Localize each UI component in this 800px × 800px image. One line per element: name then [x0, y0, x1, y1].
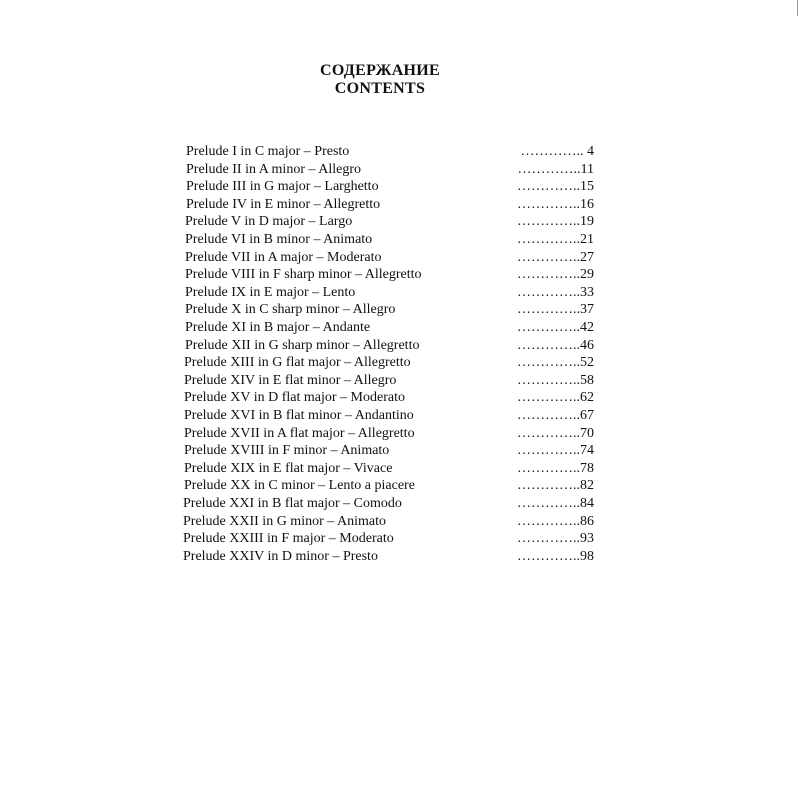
- toc-entry-page: …………..33: [517, 284, 594, 300]
- toc-entry-page: …………..78: [517, 460, 594, 476]
- toc-entry: [0, 266, 800, 284]
- toc-entry-title: Prelude III in G major – Larghetto: [186, 179, 379, 195]
- toc-entry-page: …………..58: [517, 372, 594, 388]
- toc-entry: [0, 178, 800, 196]
- toc-entry-title: Prelude XVII in A flat major – Allegretto: [184, 425, 415, 441]
- toc-entry-title: Prelude VII in A major – Moderato: [185, 249, 382, 265]
- toc-entry: [0, 442, 800, 460]
- heading-russian: СОДЕРЖАНИЕ: [319, 62, 441, 79]
- toc-entry-title: Prelude XXIV in D minor – Presto: [183, 548, 378, 564]
- toc-entry-page: …………..70: [517, 425, 594, 441]
- toc-entry-page: …………..27: [517, 249, 594, 265]
- toc-entry-title: Prelude II in A minor – Allegro: [186, 161, 361, 177]
- toc-entry-page: …………..19: [517, 214, 594, 230]
- toc-entry-title: Prelude I in C major – Presto: [186, 144, 350, 159]
- toc-entry-title: Prelude XI in B major – Andante: [185, 320, 371, 335]
- heading-english: CONTENTS: [334, 80, 426, 97]
- toc-entry-page: …………..16: [517, 196, 594, 212]
- toc-entry: [0, 249, 800, 267]
- toc-entry: [0, 513, 800, 531]
- toc-entry-title: Prelude XIV in E flat minor – Allegro: [184, 372, 397, 388]
- toc-entry-page: …………..37: [517, 302, 594, 318]
- toc-entry-page: …………..62: [517, 390, 594, 406]
- toc-entry-page: …………..93: [517, 531, 594, 547]
- toc-entry-page: ………….. 4: [520, 144, 594, 159]
- toc-entry-page: …………..46: [517, 337, 594, 353]
- toc-entry: [0, 284, 800, 302]
- toc-entry-title: Prelude XVI in B flat minor – Andantino: [184, 408, 414, 423]
- toc-entry: [0, 161, 800, 179]
- toc-entry: [0, 389, 800, 407]
- toc-entry: [0, 231, 800, 249]
- toc-entry: [0, 196, 800, 214]
- toc-entry-page: …………..15: [517, 179, 594, 195]
- toc-entry: [0, 354, 800, 372]
- toc-entry-title: Prelude XII in G sharp minor – Allegretto: [185, 337, 420, 353]
- toc-entry: [0, 407, 800, 425]
- toc-entry-page: …………..86: [517, 513, 594, 529]
- toc-entry-title: Prelude VIII in F sharp minor – Allegretto: [185, 267, 422, 283]
- toc-entry-title: Prelude VI in B minor – Animato: [185, 232, 373, 247]
- toc-entry: [0, 143, 800, 161]
- toc-entry: [0, 477, 800, 495]
- toc-entry-title: Prelude XXI in B flat major – Comodo: [183, 496, 402, 511]
- toc-entry-title: Prelude XXII in G minor – Animato: [183, 513, 386, 529]
- toc-entry: [0, 548, 800, 566]
- toc-entry-page: …………..67: [517, 408, 594, 423]
- toc-entry: [0, 301, 800, 319]
- toc-entry-page: …………..84: [517, 496, 594, 511]
- toc-entry-page: …………..98: [517, 548, 594, 564]
- toc-entry-page: …………..11: [517, 161, 594, 177]
- toc-entry: [0, 425, 800, 443]
- toc-entry-page: …………..52: [517, 355, 594, 371]
- toc-entry-title: Prelude IV in E minor – Allegretto: [186, 196, 381, 212]
- toc-entry-title: Prelude IX in E major – Lento: [185, 284, 356, 300]
- toc-entry-title: Prelude XV in D flat major – Moderato: [184, 390, 405, 406]
- toc-entry-page: …………..29: [517, 267, 594, 283]
- toc-entry-title: Prelude X in C sharp minor – Allegro: [185, 302, 396, 318]
- toc-entry-title: Prelude XVIII in F minor – Animato: [184, 443, 390, 459]
- toc-entry-title: Prelude XIX in E flat major – Vivace: [184, 460, 393, 476]
- toc-entry-title: Prelude V in D major – Largo: [185, 214, 353, 230]
- toc-entry: [0, 337, 800, 355]
- toc-entry: [0, 495, 800, 513]
- toc-entry-title: Prelude XXIII in F major – Moderato: [183, 531, 394, 547]
- toc-entry: [0, 319, 800, 337]
- toc-entry-page: …………..74: [517, 443, 594, 459]
- toc-entry-page: …………..42: [517, 320, 594, 335]
- toc-entry-page: …………..21: [517, 232, 594, 247]
- toc-entry: [0, 372, 800, 390]
- toc-entry-title: Prelude XX in C minor – Lento a piacere: [184, 478, 415, 494]
- toc-entry: [0, 460, 800, 478]
- toc-entry: [0, 213, 800, 231]
- toc-entry-page: …………..82: [517, 478, 594, 494]
- toc-entry: [0, 530, 800, 548]
- toc-entry-title: Prelude XIII in G flat major – Allegretto: [184, 355, 411, 371]
